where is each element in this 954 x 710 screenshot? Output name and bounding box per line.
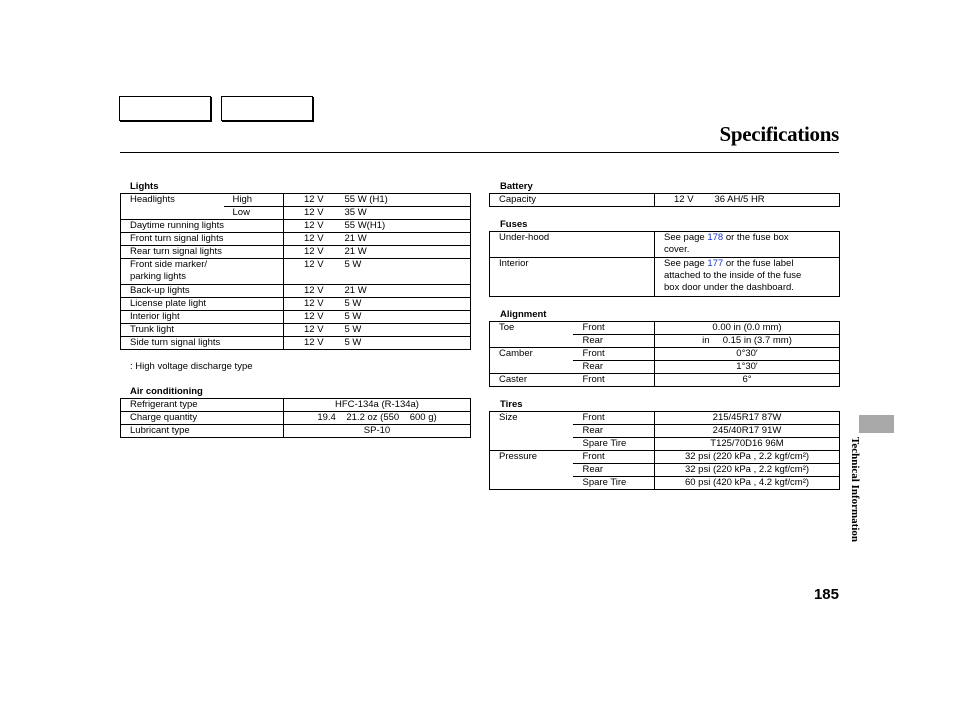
light-name: Trunk light: [121, 324, 284, 337]
table-row: [490, 361, 840, 374]
light-watt: 5 W: [335, 298, 471, 311]
table-row: [121, 298, 471, 311]
table-row: [121, 207, 471, 220]
light-volt: 12 V: [284, 246, 335, 259]
table-row: [121, 285, 471, 298]
table-row: [121, 425, 471, 438]
light-name-line1: Front side marker/: [130, 259, 208, 270]
alignment-name: [490, 335, 573, 348]
light-watt: 5 W: [335, 337, 471, 350]
light-name: Headlights: [130, 194, 175, 205]
air-name: Charge quantity: [121, 412, 284, 425]
tire-pos: Spare Tire: [573, 438, 655, 451]
light-name: Interior light: [121, 311, 284, 324]
table-row: [490, 258, 840, 297]
tire-value: T125/70D16 96M: [655, 438, 840, 451]
alignment-value: 0°30′: [655, 348, 840, 361]
table-row: [121, 337, 471, 350]
main-menu-button[interactable]: [119, 96, 211, 121]
light-volt: 12 V: [284, 337, 335, 350]
side-section-label-text: Technical Information: [849, 437, 861, 543]
light-watt: 35 W: [335, 207, 471, 220]
tire-pos: Spare Tire: [573, 477, 655, 490]
air-table: [120, 398, 471, 438]
battery-name: Capacity: [499, 194, 536, 205]
index-button[interactable]: [221, 96, 313, 121]
side-section-label: [845, 437, 863, 562]
table-row: [121, 412, 471, 425]
light-name: [121, 207, 224, 220]
light-volt: 12 V: [284, 207, 335, 220]
fuse-info-text: See page: [664, 232, 708, 243]
air-heading: Air conditioning: [130, 386, 203, 397]
table-row: [490, 425, 840, 438]
light-volt: 12 V: [284, 259, 335, 285]
light-volt: 12 V: [284, 194, 335, 207]
lights-heading: Lights: [130, 181, 159, 192]
light-watt: 21 W: [335, 233, 471, 246]
light-name: [121, 259, 284, 285]
table-row: [121, 259, 471, 285]
tire-pos: Front: [582, 412, 605, 423]
alignment-name: Camber: [490, 348, 573, 361]
alignment-pos: Front: [573, 374, 655, 387]
alignment-value: 0.00 in (0.0 mm): [655, 322, 840, 335]
table-row: [121, 399, 471, 412]
air-name: Lubricant type: [121, 425, 284, 438]
tire-name: [490, 438, 573, 451]
fuse-info-text: box door under the dashboard.: [664, 282, 794, 293]
table-row: [121, 324, 471, 337]
light-name: Back-up lights: [121, 285, 284, 298]
alignment-pos: Front: [573, 348, 655, 361]
fuse-info-text: attached to the inside of the fuse: [664, 270, 802, 281]
light-volt: 12 V: [284, 220, 335, 233]
table-row: [490, 374, 840, 387]
table-row: [490, 194, 840, 207]
page-link[interactable]: 178: [707, 232, 724, 243]
light-volt: 12 V: [284, 298, 335, 311]
table-row: [490, 335, 840, 348]
light-name: Front turn signal lights: [121, 233, 284, 246]
tires-table: [489, 411, 840, 490]
page-number: 185: [813, 586, 839, 603]
table-row: [490, 348, 840, 361]
fuses-table: [489, 231, 840, 297]
light-name: Side turn signal lights: [121, 337, 284, 350]
table-row: [490, 451, 840, 464]
title-rule: [120, 152, 839, 153]
page-link[interactable]: 177: [707, 258, 724, 269]
light-watt: 5 W: [335, 311, 471, 324]
alignment-heading: Alignment: [500, 309, 547, 320]
alignment-pos: Front: [582, 322, 605, 333]
light-watt: 21 W: [335, 246, 471, 259]
tire-name: Pressure: [490, 451, 573, 464]
table-row: [490, 477, 840, 490]
light-volt: 12 V: [284, 311, 335, 324]
tires-heading: Tires: [500, 399, 523, 410]
fuse-info-text: or the fuse box: [723, 232, 789, 243]
tire-name: [490, 425, 573, 438]
battery-heading: Battery: [500, 181, 533, 192]
table-row: [490, 438, 840, 451]
table-row: [121, 246, 471, 259]
light-watt: 5 W: [335, 259, 471, 285]
light-volt: 12 V: [284, 233, 335, 246]
alignment-value: in 0.15 in (3.7 mm): [655, 335, 840, 348]
table-row: [121, 220, 471, 233]
alignment-pos: Rear: [573, 335, 655, 348]
alignment-pos: Rear: [573, 361, 655, 374]
fuse-info-text: See page: [664, 258, 708, 269]
table-row: [490, 232, 840, 258]
alignment-value: 6°: [655, 374, 840, 387]
light-volt: 12 V: [284, 285, 335, 298]
table-row: [121, 194, 471, 207]
tire-name: [490, 477, 573, 490]
light-sub: Low: [224, 207, 284, 220]
fuse-name: Under-hood: [499, 232, 550, 243]
alignment-name: [490, 361, 573, 374]
fuse-info-text: cover.: [664, 244, 690, 255]
tire-pos: Rear: [573, 425, 655, 438]
light-watt: 5 W: [335, 324, 471, 337]
tire-pos: Rear: [573, 464, 655, 477]
tire-value: 245/40R17 91W: [655, 425, 840, 438]
fuse-info: [655, 258, 840, 297]
battery-value: 36 AH/5 HR: [714, 194, 765, 205]
alignment-name: Caster: [490, 374, 573, 387]
tire-value: 215/45R17 87W: [655, 412, 840, 425]
alignment-table: [489, 321, 840, 387]
light-name-line2: parking lights: [130, 271, 186, 282]
fuse-info: [655, 232, 840, 258]
battery-volt: 12 V: [655, 194, 705, 207]
table-row: [490, 412, 840, 425]
light-name: Daytime running lights: [121, 220, 284, 233]
light-watt: 55 W (H1): [344, 194, 388, 205]
lights-table: [120, 193, 471, 350]
air-value: HFC-134a (R-134a): [284, 399, 471, 412]
fuse-name: Interior: [490, 258, 655, 297]
fuses-heading: Fuses: [500, 219, 528, 230]
tire-name: Size: [499, 412, 518, 423]
light-watt: 21 W: [335, 285, 471, 298]
table-row: [490, 464, 840, 477]
tire-value: 60 psi (420 kPa , 4.2 kgf/cm²): [655, 477, 840, 490]
alignment-value: 1°30′: [655, 361, 840, 374]
air-value: 19.4 21.2 oz (550 600 g): [284, 412, 471, 425]
table-row: [490, 322, 840, 335]
page-title: Specifications: [719, 122, 839, 146]
tire-pos: Front: [573, 451, 655, 464]
tire-value: 32 psi (220 kPa , 2.2 kgf/cm²): [655, 451, 840, 464]
discharge-note: : High voltage discharge type: [130, 361, 253, 372]
light-watt: 55 W(H1): [335, 220, 471, 233]
tire-value: 32 psi (220 kPa , 2.2 kgf/cm²): [655, 464, 840, 477]
light-volt: 12 V: [284, 324, 335, 337]
table-row: [121, 311, 471, 324]
light-sub: High: [232, 194, 253, 205]
light-name: Rear turn signal lights: [121, 246, 284, 259]
air-value: SP-10: [284, 425, 471, 438]
table-row: [121, 233, 471, 246]
fuse-info-text: or the fuse label: [723, 258, 794, 269]
section-tab[interactable]: [859, 415, 894, 433]
battery-table: [489, 193, 840, 207]
air-name: Refrigerant type: [130, 399, 198, 410]
tire-name: [490, 464, 573, 477]
alignment-name: Toe: [499, 322, 515, 333]
light-name: License plate light: [121, 298, 284, 311]
